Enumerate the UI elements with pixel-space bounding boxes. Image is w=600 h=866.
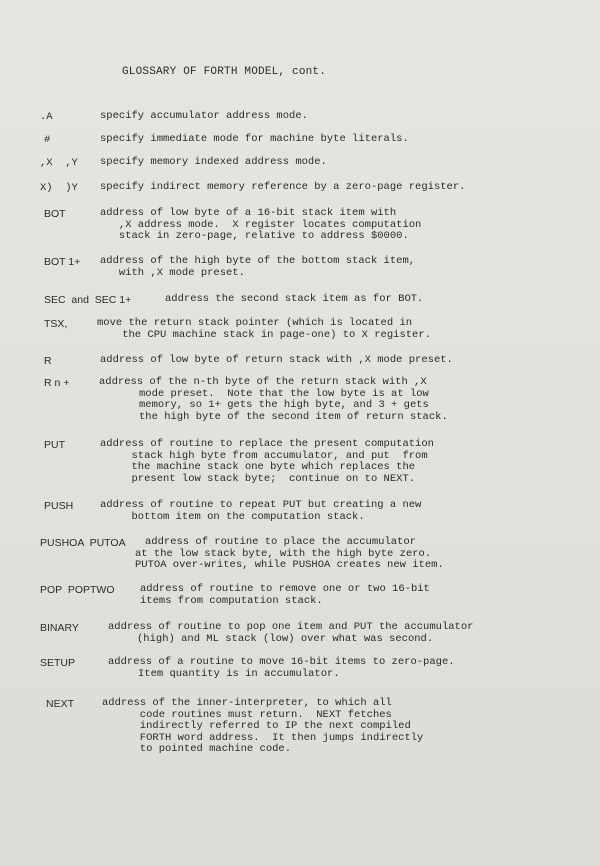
definition-line: indirectly referred to IP the next compiled [102,720,411,733]
glossary-term: TSX, [44,318,68,330]
definition-line: ,X address mode. X register locates computation [100,218,422,231]
glossary-term: POP POPTWO [40,584,115,596]
definition-line: stack high byte from accumulator, and put from [100,449,428,462]
glossary-definition [135,536,444,572]
definition-line: (high) and ML stack (low) over what was second. [137,632,434,645]
definition-line: code routines must return. NEXT fetches [102,708,392,721]
glossary-term: PUSH [44,500,74,512]
definition-line: the CPU machine stack in page-one) to X register. [97,328,431,341]
glossary-term: ,X ,Y [40,157,78,169]
definition-line: the machine stack one byte which replaces the [100,461,416,474]
definition-line: address the second stack item as for BOT. [165,293,424,305]
definition-line: address of routine to replace the present computation [100,438,434,450]
definition-line: at the low stack byte, with the high byte zero. [135,547,432,560]
glossary-term: X) )Y [40,182,78,194]
definition-line: to pointed machine code. [102,743,292,756]
glossary-definition [100,157,327,169]
definition-line: address of a routine to move 16-bit items to zero-page. [108,656,455,668]
glossary-definition [100,256,415,279]
definition-line: specify immediate mode for machine byte literals. [100,133,409,145]
glossary-definition [100,500,421,523]
glossary-definition [100,182,465,194]
glossary-definition [108,622,473,645]
glossary-definition [97,318,431,341]
definition-line: address of routine to place the accumulator [145,536,416,548]
glossary-term: BOT 1+ [44,256,81,268]
glossary-term: SEC and SEC 1+ [44,294,132,306]
definition-line: items from computation stack. [140,594,323,607]
glossary-term: .A [40,111,53,123]
glossary-definition [100,134,409,146]
definition-line: address of the n-th byte of the return stack with ,X [99,376,427,388]
page-title: GLOSSARY OF FORTH MODEL, cont. [122,66,327,78]
definition-line: address of low byte of return stack with ,X mode preset. [100,354,453,366]
glossary-term: # [44,134,51,146]
definition-line: specify indirect memory reference by a zero-page register. [100,181,466,193]
definition-line: specify memory indexed address mode. [100,156,327,168]
glossary-definition [102,698,423,756]
definition-line: address of low byte of a 16-bit stack item with [100,207,397,219]
definition-line: with ,X mode preset. [100,266,245,279]
glossary-definition [100,355,453,367]
definition-line: memory, so 1+ gets the high byte, and 3 + gets [139,399,429,412]
definition-line: present low stack byte; continue on to NEXT. [100,472,416,485]
glossary-definition [140,584,430,607]
glossary-definition [100,208,421,243]
glossary-term: R [44,355,52,367]
definition-line: specify accumulator address mode. [100,110,308,122]
definition-line: address of routine to repeat PUT but creating a new [100,499,422,511]
glossary-definition [100,439,434,485]
definition-line: Item quantity is in accumulator. [138,667,340,680]
definition-line: FORTH word address. It then jumps indirectly [102,731,424,744]
glossary-term: BOT [44,208,66,220]
definition-line: address of routine to pop one item and PUT the accumulator [108,621,474,633]
definition-line: address of routine to remove one or two 16-bit [140,583,430,595]
definition-line: bottom item on the computation stack. [100,510,365,523]
definition-line: address of the high byte of the bottom stack item, [100,255,416,267]
glossary-term: PUSHOA PUTOA [40,537,126,549]
glossary-term: BINARY [40,622,79,634]
glossary-term: NEXT [46,698,75,710]
definition-line: stack in zero-page, relative to address $0000. [100,230,409,243]
glossary-term: SETUP [40,657,76,669]
glossary-term: PUT [44,439,65,451]
definition-line: move the return stack pointer (which is located in [97,317,413,329]
glossary-definition [108,657,455,680]
glossary-definition [165,294,423,306]
definition-line: PUTOA over-writes, while PUSHOA creates new item. [135,559,444,572]
definition-line: the high byte of the second item of return stack. [139,410,448,423]
definition-line: address of the inner-interpreter, to which all [102,697,392,709]
definition-line: mode preset. Note that the low byte is at low [139,387,429,400]
glossary-definition [100,111,308,123]
glossary-definition [99,377,448,423]
glossary-term: R n + [44,377,70,389]
